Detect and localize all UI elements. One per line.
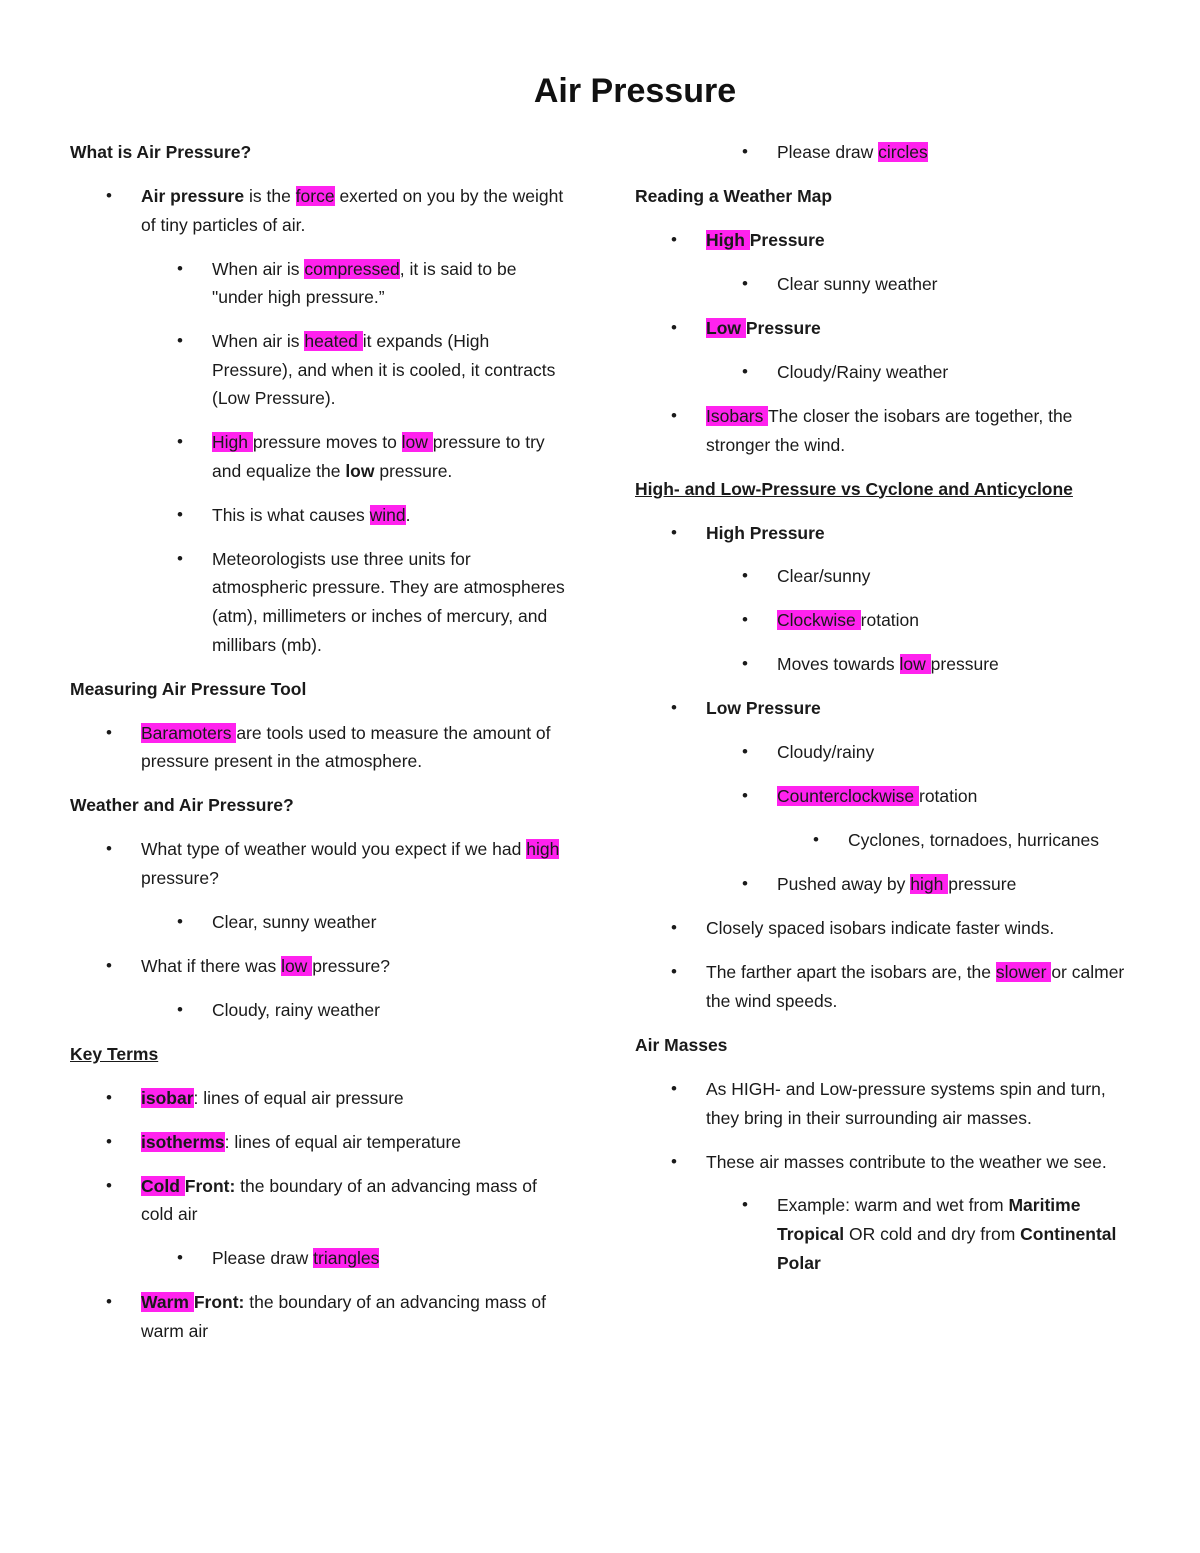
highlighted-term: high [910, 874, 949, 895]
highlighted-term: isobar [141, 1087, 194, 1108]
bullet-icon: • [177, 258, 183, 278]
bullet-icon: • [671, 698, 677, 718]
heading-what-is-air-pressure: What is Air Pressure? [70, 142, 252, 162]
list-item-high-pressure: • High Pressure [635, 519, 1140, 548]
bullet-icon: • [813, 830, 819, 850]
highlighted-term: low [899, 654, 931, 675]
list-item-map-low: • Low Pressure [635, 314, 1140, 343]
list-item-closely-spaced: • Closely spaced isobars indicate faster winds. [635, 914, 1140, 943]
bullet-icon: • [742, 742, 748, 762]
list-item-answer-high: • Clear, sunny weather [70, 908, 570, 937]
highlighted-term: isotherms [141, 1131, 225, 1152]
list-item-cold-front: • Cold Front: the boundary of an advancing mass of cold air [70, 1172, 570, 1229]
list-item-example: • Example: warm and wet from Maritime Tropical OR cold and dry from Continental Polar [635, 1191, 1140, 1277]
bullet-icon: • [671, 1151, 677, 1171]
list-item-farther-apart: • The farther apart the isobars are, the slower or calmer the wind speeds. [635, 958, 1140, 1015]
bullet-icon: • [742, 1195, 748, 1215]
heading-air-masses: Air Masses [635, 1034, 728, 1055]
highlighted-term: Isobars [706, 405, 768, 426]
bold-term: Air pressure [141, 186, 245, 206]
bullet-icon: • [671, 918, 677, 938]
list-item-cyclones: • Cyclones, tornadoes, hurricanes [635, 826, 1140, 855]
bullet-icon: • [671, 962, 677, 982]
bullet-icon: • [177, 1248, 183, 1268]
bullet-icon: • [177, 432, 183, 452]
highlighted-term: low [401, 432, 433, 453]
bullet-icon: • [177, 504, 183, 524]
heading-key-terms: Key Terms [70, 1043, 159, 1064]
bullet-icon: • [106, 1131, 112, 1151]
heading-weather-and-air-pressure: Weather and Air Pressure? [70, 795, 294, 816]
bullet-icon: • [106, 955, 112, 975]
page-title: Air Pressure [533, 72, 737, 110]
list-item-wind: • This is what causes wind. [70, 501, 570, 530]
list-item-definition: • Air pressure is the force exerted on you by the weight of tiny particles of air. [70, 182, 570, 239]
bullet-icon: • [106, 722, 112, 742]
highlighted-term: heated [304, 331, 363, 352]
bullet-icon: • [106, 1175, 112, 1195]
heading-reading-weather-map: Reading a Weather Map [635, 185, 833, 206]
bullet-icon: • [742, 566, 748, 586]
list-item-isotherms: • isotherms: lines of equal air temperature [70, 1128, 570, 1157]
highlighted-term: wind [369, 504, 406, 525]
list-item-map-high: • High Pressure [635, 226, 1140, 255]
left-column [70, 138, 570, 1361]
bullet-icon: • [742, 142, 748, 161]
bullet-icon: • [671, 405, 677, 425]
highlighted-term: low [281, 955, 313, 976]
bullet-icon: • [742, 273, 748, 293]
highlighted-term: Low [706, 317, 746, 338]
highlighted-term: Baramoters [141, 722, 237, 743]
bullet-icon: • [106, 1087, 112, 1107]
list-item-cloudy-rainy: • Cloudy/rainy [635, 738, 1140, 767]
list-item-heated: • When air is heated it expands (High Pressure), and when it is cooled, it contracts (Low Pressure). [70, 327, 570, 413]
bullet-icon: • [742, 610, 748, 630]
list-item-units: • Meteorologists use three units for atmospheric pressure. They are atmospheres (atm), millimeters or inches of mercury, and millibars (mb). [70, 545, 570, 659]
bullet-icon: • [177, 331, 183, 351]
highlighted-term: Clockwise [777, 610, 861, 631]
list-item-pushed-away: • Pushed away by high pressure [635, 870, 1140, 899]
bullet-icon: • [177, 548, 183, 568]
highlighted-term: triangles [313, 1248, 380, 1269]
highlighted-term: slower [995, 962, 1052, 983]
list-item-compressed: • When air is compressed, it is said to be "under high pressure.” [70, 255, 570, 312]
list-item-moves-towards-low: • Moves towards low pressure [635, 650, 1140, 679]
bullet-icon: • [671, 317, 677, 337]
list-item-question-high: • What type of weather would you expect if we had high pressure? [70, 835, 570, 892]
list-item-counterclockwise: • Counterclockwise rotation [635, 782, 1140, 811]
highlighted-term: Warm [141, 1292, 194, 1313]
list-item-map-low-weather: • Cloudy/Rainy weather [635, 358, 1140, 387]
bullet-icon: • [671, 1078, 677, 1098]
list-item-systems-spin: • As HIGH- and Low-pressure systems spin and turn, they bring in their surrounding air masses. [635, 1075, 1140, 1132]
bullet-icon: • [177, 999, 183, 1019]
list-item-question-low: • What if there was low pressure? [70, 952, 570, 981]
list-item-draw-circles: • Please draw circles [635, 138, 1140, 167]
list-item-baramoters: • Baramoters are tools used to measure the amount of pressure present in the atmosphere. [70, 719, 570, 776]
highlighted-term: High [212, 432, 253, 453]
bullet-icon: • [671, 229, 677, 249]
list-item-low-pressure: • Low Pressure [635, 694, 1140, 723]
bullet-icon: • [106, 1292, 112, 1312]
heading-measuring-tool: Measuring Air Pressure Tool [70, 678, 307, 699]
list-item-air-masses-contribute: • These air masses contribute to the weather we see. [635, 1148, 1140, 1177]
list-item-map-isobars: • Isobars The closer the isobars are together, the stronger the wind. [635, 402, 1140, 459]
list-item-warm-front: • Warm Front: the boundary of an advancing mass of warm air [70, 1288, 570, 1345]
highlighted-term: compressed [304, 258, 400, 279]
bullet-icon: • [742, 874, 748, 894]
highlighted-term: force [295, 186, 335, 206]
bullet-icon: • [671, 522, 677, 542]
heading-high-low-vs-cyclone: High- and Low-Pressure vs Cyclone and Anticyclone [635, 478, 1073, 499]
bullet-icon: • [177, 911, 183, 931]
bullet-icon: • [106, 186, 112, 205]
list-item-isobar: • isobar: lines of equal air pressure [70, 1084, 570, 1113]
list-item-clear-sunny: • Clear/sunny [635, 562, 1140, 591]
bullet-icon: • [106, 839, 112, 859]
bullet-icon: • [742, 786, 748, 806]
highlighted-term: Counterclockwise [777, 786, 919, 807]
right-column [635, 138, 1140, 1293]
bullet-icon: • [742, 361, 748, 381]
list-item-draw-triangles: • Please draw triangles [70, 1244, 570, 1273]
list-item-high-to-low: • High pressure moves to low pressure to try and equalize the low pressure. [70, 428, 570, 485]
highlighted-term: high [526, 839, 560, 860]
highlighted-term: Cold [141, 1175, 185, 1196]
list-item-clockwise: • Clockwise rotation [635, 606, 1140, 635]
highlighted-term: High [706, 229, 750, 250]
list-item-map-high-weather: • Clear sunny weather [635, 270, 1140, 299]
bullet-icon: • [742, 654, 748, 674]
highlighted-term: circles [878, 142, 928, 162]
list-item-answer-low: • Cloudy, rainy weather [70, 996, 570, 1025]
